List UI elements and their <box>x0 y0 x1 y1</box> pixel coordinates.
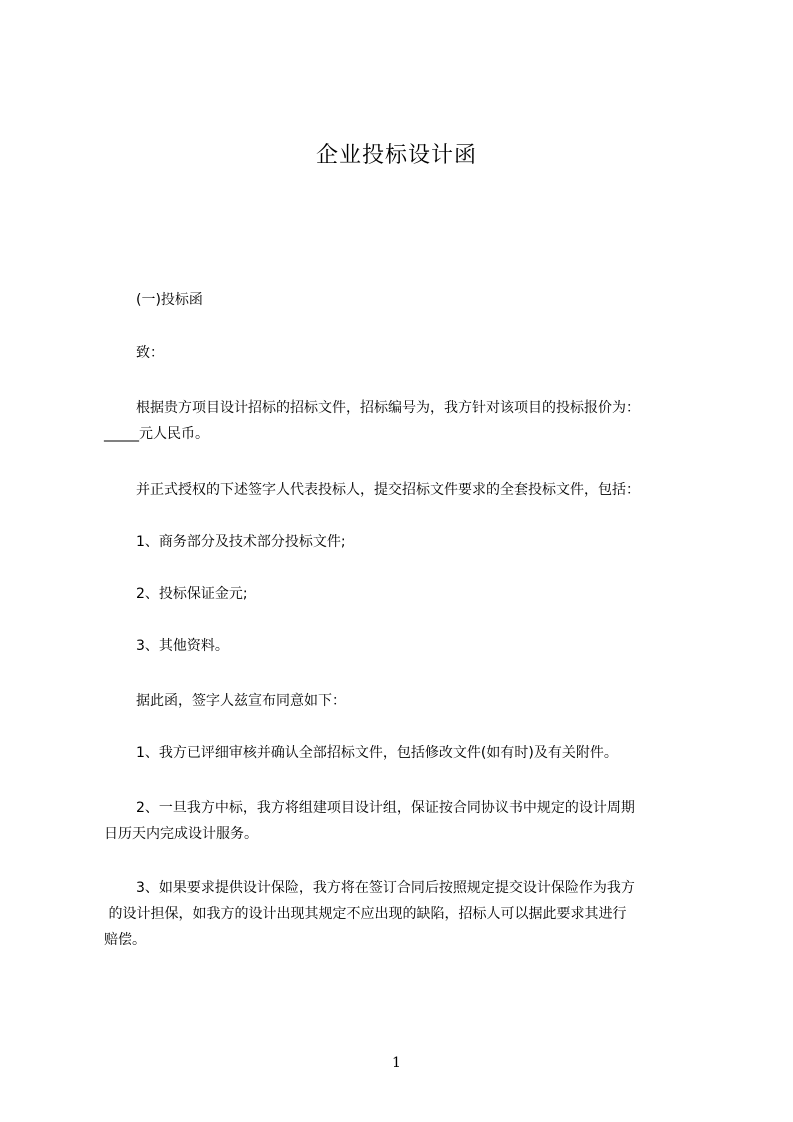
document-title: 企业投标设计函 <box>315 143 477 168</box>
declaration-item-1: 1、我方已评细审核并确认全部招标文件，包括修改文件(如有时)及有关附件。 <box>136 745 618 761</box>
salutation: 致： <box>136 345 164 361</box>
list-item-1: 1、商务部分及技术部分投标文件; <box>136 534 346 550</box>
paragraph-bid-price: 根据贵方项目设计招标的招标文件，招标编号为，我方针对该项目的投标报价为： _____元人民币。 <box>104 400 640 442</box>
list-item-3: 3、其他资料。 <box>136 638 229 654</box>
declaration-item-2: 2、一旦我方中标，我方将组建项目设计组，保证按合同协议书中规定的设计周期 日历天内完成设计服务。 <box>104 800 635 842</box>
page-number: 1 <box>392 1055 401 1071</box>
paragraph-authorization: 并正式授权的下述签字人代表投标人，提交招标文件要求的全套投标文件，包括： <box>136 482 640 498</box>
declaration-item-3: 3、如果要求提供设计保险，我方将在签订合同后按照规定提交设计保险作为我方 的设计担保，如我方的设计出现其规定不应出现的缺陷，招标人可以据此要求其进行 赔偿。 <box>104 880 635 948</box>
paragraph-declaration: 据此函，签字人兹宣布同意如下： <box>136 693 346 709</box>
list-item-2: 2、投标保证金元; <box>136 586 248 602</box>
section-heading: (一)投标函 <box>136 292 203 308</box>
